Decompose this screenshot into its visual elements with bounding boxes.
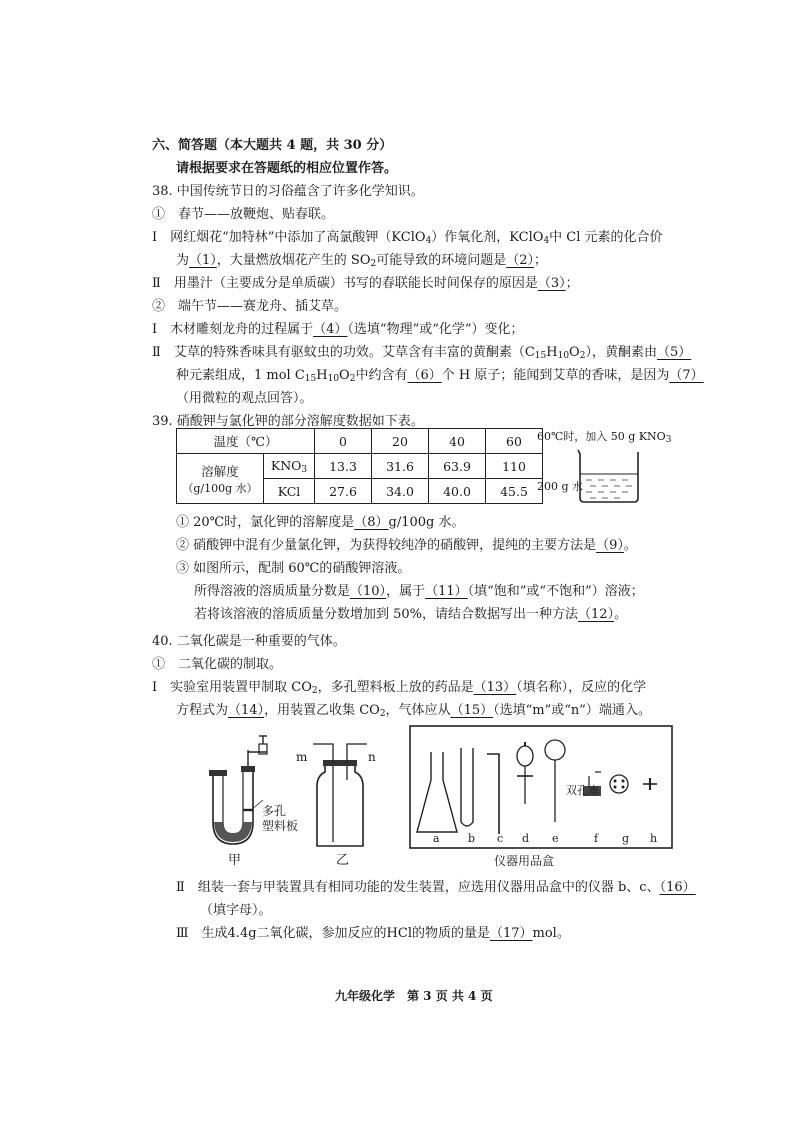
value-cell: 13.3	[315, 454, 372, 479]
q38-item-iv-cont: 种元素组成，1 mol $C_{15}H_{10}O_2$中约含有（6）个 H 原子；能闻到艾草的香味，是因为（7）	[176, 368, 704, 384]
blank-5[interactable]: （5）	[656, 345, 692, 360]
q39-sub3-line1: 所得溶液的溶质质量分数是（10），属于（11）（填“饱和”或“不饱和”）溶液；	[194, 584, 644, 599]
q38-stem: 38. 中国传统节日的习俗蕴含了许多化学知识。	[152, 184, 424, 199]
beaker-caption: 60℃时，加入 50 g $KNO_3$	[537, 430, 672, 445]
blank-9[interactable]: （9）	[596, 538, 624, 553]
gas-bottle-apparatus	[313, 744, 367, 846]
q38-part2: ② 端午节——赛龙舟、插艾草。	[152, 299, 348, 314]
solubility-table	[176, 428, 543, 504]
page-footer: 九年级化学 第 3 页 共 4 页	[335, 989, 493, 1003]
q39-sub3: ③ 如图所示，配制 60℃的硝酸钾溶液。	[176, 561, 411, 576]
value-cell: 110	[486, 454, 543, 479]
port-label-n: n	[368, 750, 376, 764]
section-title: 六、简答题（本大题共 4 题，共 30 分）	[152, 138, 393, 153]
value-cell: 45.5	[486, 479, 543, 504]
letter-c: c	[497, 832, 504, 845]
apparatus-figure	[195, 722, 675, 872]
blank-16[interactable]: （16）	[659, 880, 696, 895]
blank-14[interactable]: （14）	[228, 703, 265, 718]
letter-a: a	[433, 832, 440, 845]
q40-stem: 40. 二氧化碳是一种重要的气体。	[152, 634, 346, 649]
q39-sub3-line2: 若将该溶液的溶质质量分数增加到 50%，请结合数据写出一种方法（12）。	[194, 607, 628, 622]
q39-sub1: ① 20℃时，氯化钾的溶解度是（8）g/100g 水。	[176, 515, 465, 530]
blank-4[interactable]: （4）	[313, 322, 348, 337]
temp-cell: 0	[315, 429, 372, 454]
table-row	[177, 454, 543, 479]
value-cell: 27.6	[315, 479, 372, 504]
q39-sub2: ② 硝酸钾中混有少量氯化钾，为获得较纯净的硝酸钾，提纯的主要方法是（9）。	[176, 538, 637, 553]
q38-item-i: Ⅰ 网红烟花“加特林”中添加了高氯酸钾（KClO$_4$）作氧化剂，KClO$_4$中 Cl 元素的化合价	[152, 230, 663, 246]
letter-b: b	[468, 832, 476, 845]
letter-d: d	[522, 832, 530, 845]
temp-cell: 60	[486, 429, 543, 454]
substance-cell: KCl	[264, 479, 315, 504]
u-tube-apparatus	[209, 736, 267, 844]
plate-label-1: 多孔	[262, 804, 287, 818]
value-cell: 31.6	[372, 454, 429, 479]
letter-e: e	[552, 832, 559, 845]
plate-label-2: 塑料板	[262, 819, 299, 833]
q40-item-iii: Ⅲ 生成4.4g二氧化碳，参加反应的HCl的物质的量是（17）mol。	[176, 926, 570, 941]
q38-part1: ① 春节——放鞭炮、贴春联。	[152, 207, 335, 222]
arrow-icon	[580, 478, 600, 490]
blank-6[interactable]: （6）	[407, 368, 442, 383]
temp-cell: 20	[372, 429, 429, 454]
q38-item-iv: Ⅱ 艾草的特殊香味具有驱蚊虫的功效。艾草含有丰富的黄酮素$(C_{15}H_{10}O_2)$，黄酮素由（5）	[152, 345, 692, 361]
value-cell: 63.9	[429, 454, 486, 479]
blank-3[interactable]: （3）	[537, 276, 566, 291]
blank-15[interactable]: （15）	[450, 703, 494, 718]
stopper-label: 双孔塞	[566, 784, 599, 797]
fig-label-yi: 乙	[336, 853, 350, 868]
solubility-label: 溶解度 （g/100g 水）	[177, 454, 264, 504]
q40-item-ii-cont: （填字母）。	[200, 903, 272, 918]
port-label-m: m	[296, 750, 308, 764]
blank-8[interactable]: （8）	[354, 515, 389, 530]
q40-item-i-cont: 方程式为（14），用装置乙收集 $CO_2$，气体应从（15）（选填“m”或“n”）端通入。	[176, 703, 651, 719]
q40-item-i: Ⅰ 实验室用装置甲制取 $CO_2$，多孔塑料板上放的药品是（13）（填名称），反应的化学	[152, 680, 647, 696]
substance-cell: $KNO_3$	[264, 454, 315, 479]
letter-g: g	[622, 832, 630, 845]
blank-1[interactable]: （1）	[189, 253, 217, 268]
value-cell: 34.0	[372, 479, 429, 504]
blank-10[interactable]: （10）	[350, 584, 387, 599]
beaker-figure	[570, 446, 650, 506]
q38-item-iii: Ⅰ 木材雕刻龙舟的过程属于（4）（选填“物理”或“化学”）变化；	[152, 322, 524, 337]
q40-part1: ① 二氧化碳的制取。	[152, 657, 283, 672]
blank-13[interactable]: （13）	[473, 680, 517, 695]
letter-f: f	[594, 832, 599, 845]
temp-header: 温度（℃）	[177, 429, 315, 454]
instrument-box	[410, 726, 672, 848]
section-instruction: 请根据要求在答题纸的相应位置作答。	[176, 161, 398, 176]
value-cell: 40.0	[429, 479, 486, 504]
fig-label-jia: 甲	[228, 853, 242, 868]
q38-item-i-cont: 为（1），大量燃放烟花产生的 $SO_2$可能导致的环境问题是（2）；	[176, 253, 548, 269]
q38-item-iv-note: （用微粒的观点回答）。	[176, 391, 313, 406]
blank-2[interactable]: （2）	[506, 253, 535, 268]
q39-stem: 39. 硝酸钾与氯化钾的部分溶解度数据如下表。	[152, 414, 424, 429]
table-row	[177, 429, 543, 454]
q38-item-ii: Ⅱ 用墨汁（主要成分是单质碳）书写的春联能长时间保存的原因是（3）；	[152, 276, 579, 291]
blank-11[interactable]: （11）	[425, 584, 468, 599]
blank-7[interactable]: （7）	[669, 368, 704, 383]
blank-12[interactable]: （12）	[578, 607, 615, 622]
letter-h: h	[650, 832, 658, 845]
temp-cell: 40	[429, 429, 486, 454]
box-caption: 仪器用品盒	[494, 854, 555, 868]
blank-17[interactable]: （17）	[489, 926, 533, 941]
water-label: 200 g 水	[537, 480, 584, 493]
q40-item-ii: Ⅱ 组装一套与甲装置具有相同功能的发生装置，应选用仪器用品盒中的仪器 b、c、（16）	[176, 880, 696, 895]
